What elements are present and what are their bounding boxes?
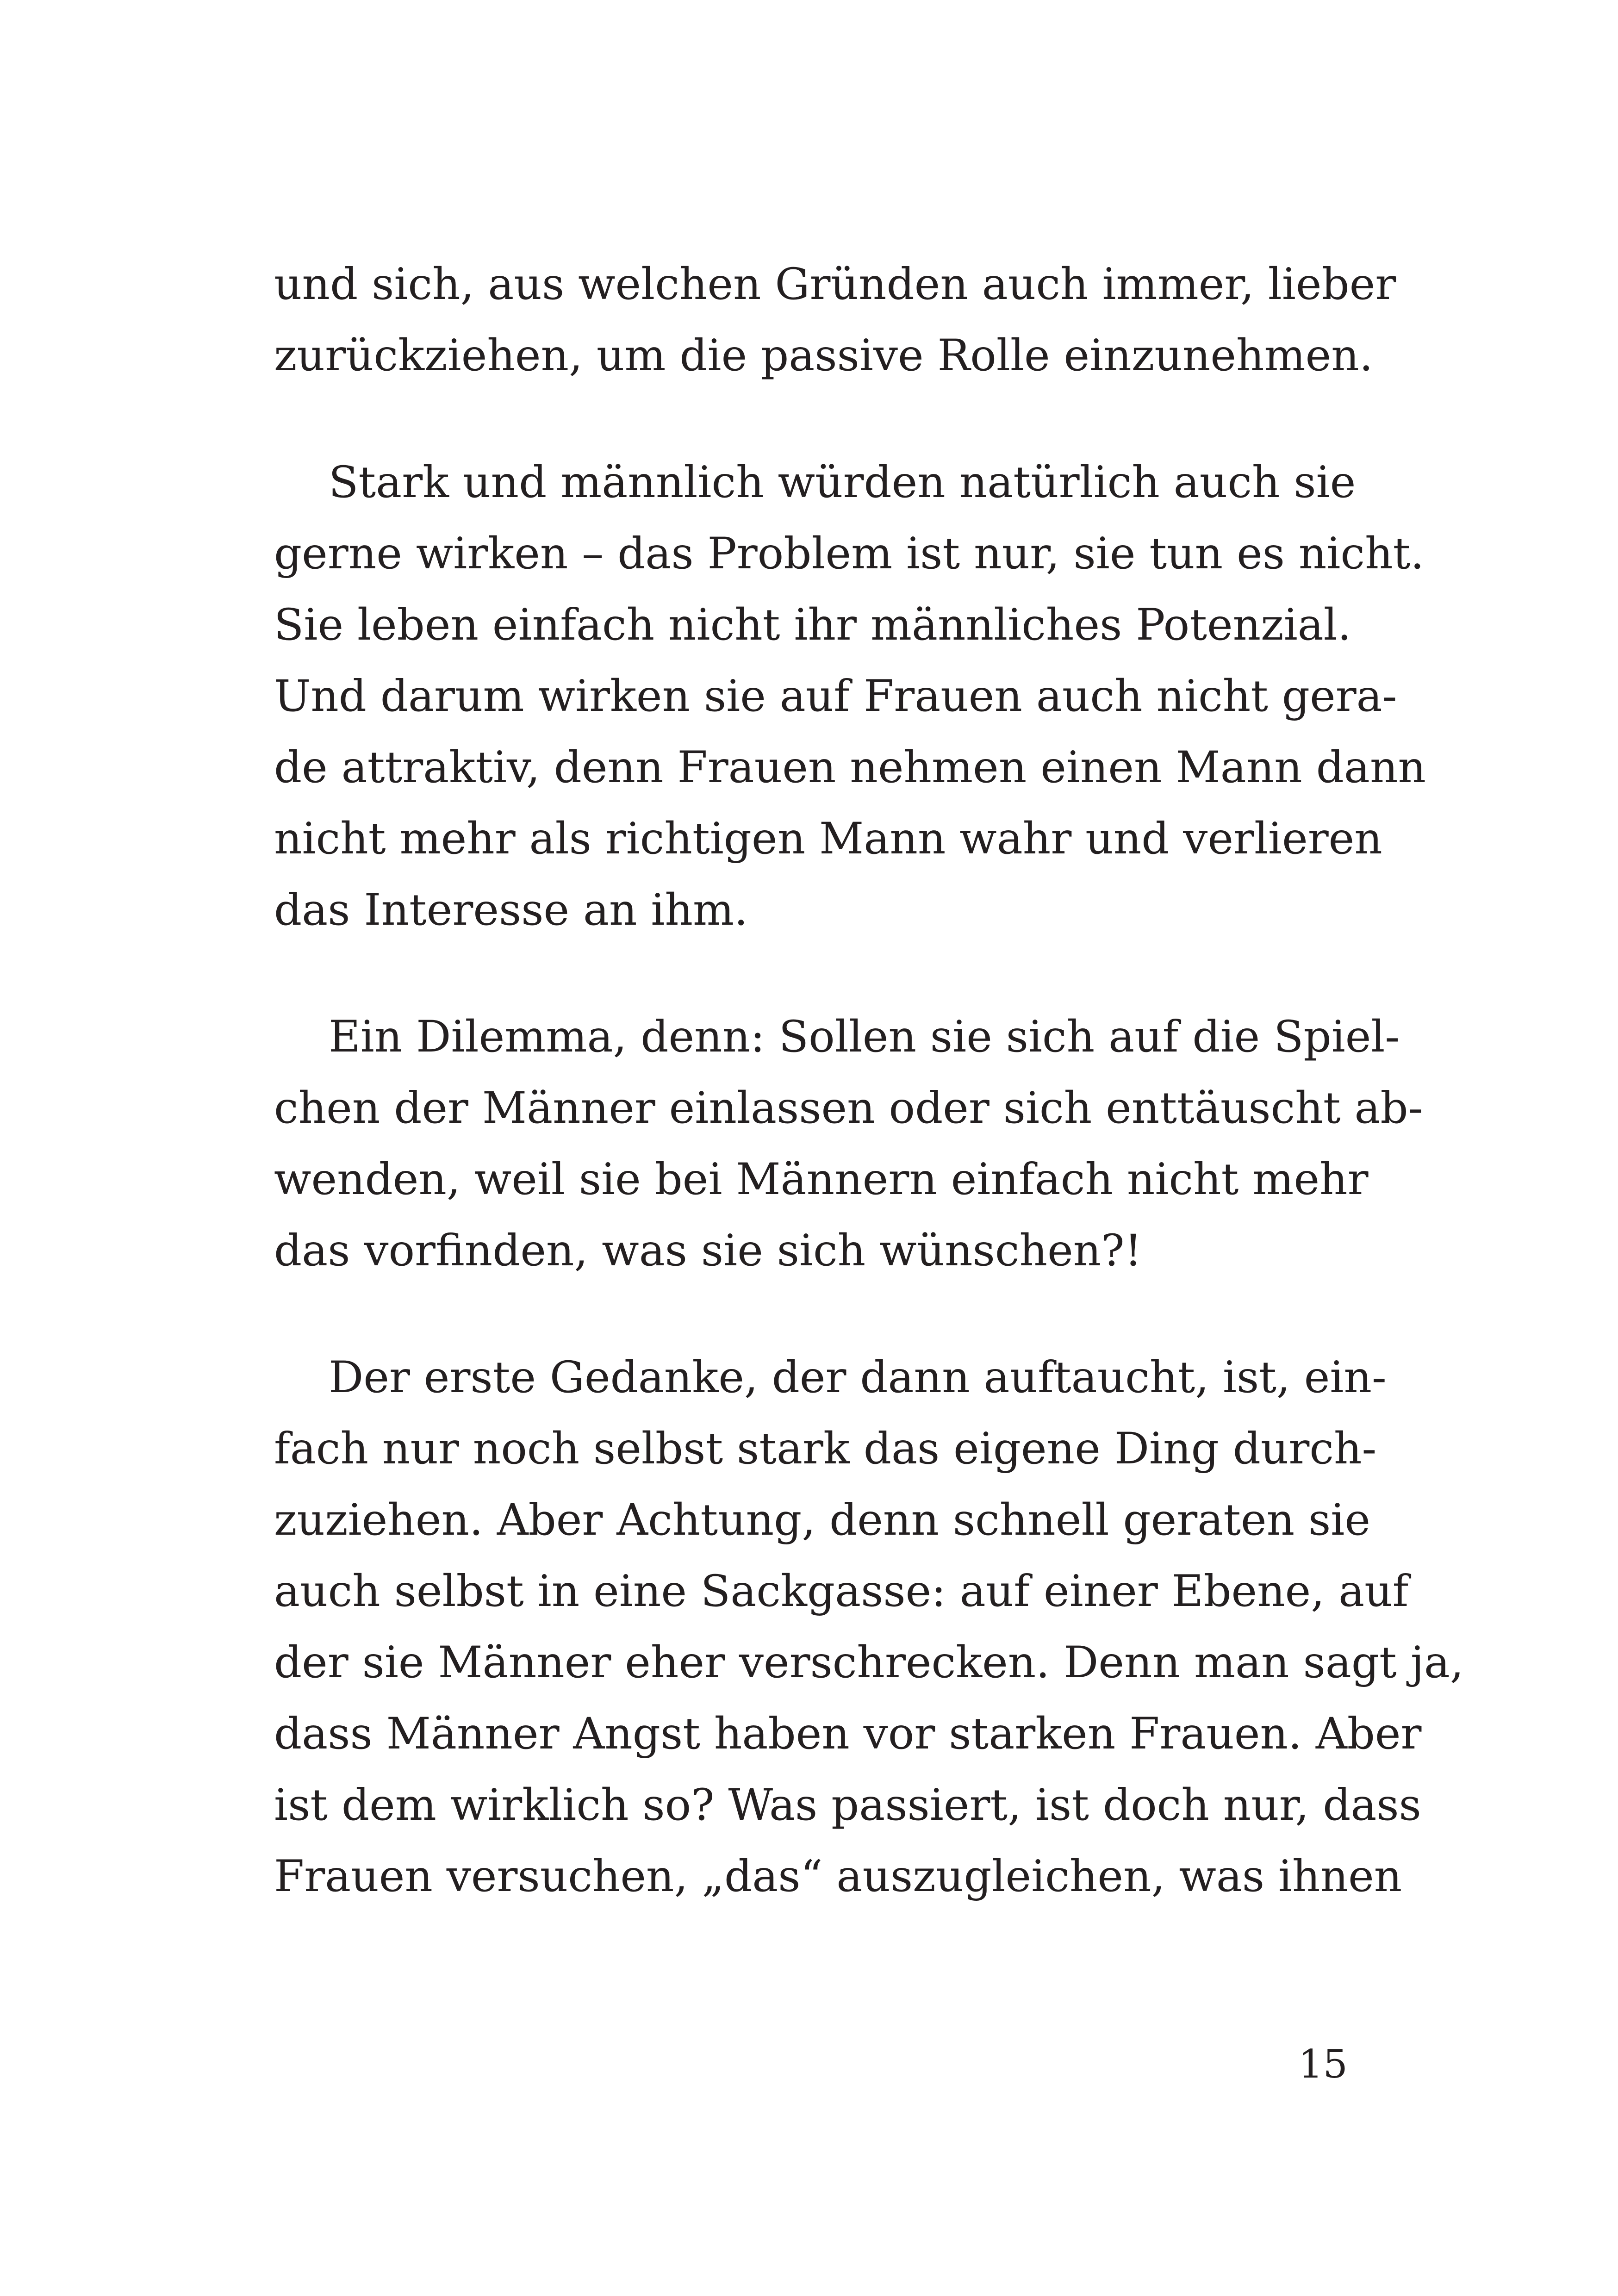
text-line: Der erste Gedanke, der dann auftaucht, ist, ein- (329, 1352, 1387, 1403)
paragraph (274, 249, 1396, 392)
paragraph (274, 447, 1426, 946)
text-line: Ein Dilemma, denn: Sollen sie sich auf die Spiel- (329, 1012, 1400, 1062)
text-line: das Interesse an ihm. (274, 885, 748, 935)
text-line: zurückziehen, um die passive Rolle einzunehmen. (274, 330, 1373, 381)
text-line: zuziehen. Aber Achtung, denn schnell geraten sie (274, 1495, 1371, 1545)
text-line: nicht mehr als richtigen Mann wahr und verlieren (274, 814, 1382, 864)
text-line: der sie Männer eher verschrecken. Denn man sagt ja, (274, 1637, 1464, 1688)
paragraph (274, 1002, 1423, 1287)
text-line: Sie leben einfach nicht ihr männliches Potenzial. (274, 600, 1351, 650)
text-line: Frauen versuchen, „das“ auszugleichen, was ihnen (274, 1851, 1402, 1902)
text-line: fach nur noch selbst stark das eigene Ding durch- (274, 1424, 1377, 1474)
text-line: gerne wirken – das Problem ist nur, sie tun es nicht. (274, 529, 1425, 579)
text-line: auch selbst in eine Sackgasse: auf einer Ebene, auf (274, 1566, 1409, 1617)
body-text (274, 249, 1464, 1912)
text-line: de attraktiv, denn Frauen nehmen einen Mann dann (274, 742, 1426, 793)
text-line: Und darum wirken sie auf Frauen auch nicht gera- (274, 671, 1397, 722)
text-line: chen der Männer einlassen oder sich enttäuscht ab- (274, 1083, 1423, 1133)
text-line: und sich, aus welchen Gründen auch immer, lieber (274, 259, 1396, 310)
text-line: das vorfinden, was sie sich wünschen?! (274, 1226, 1142, 1276)
page-number: 15 (1298, 2041, 1348, 2087)
paragraph (274, 1342, 1464, 1912)
text-line: wenden, weil sie bei Männern einfach nicht mehr (274, 1154, 1369, 1205)
text-line: dass Männer Angst haben vor starken Frauen. Aber (274, 1709, 1422, 1759)
text-line: Stark und männlich würden natürlich auch sie (329, 457, 1356, 508)
text-line: ist dem wirklich so? Was passiert, ist doch nur, dass (274, 1780, 1421, 1830)
